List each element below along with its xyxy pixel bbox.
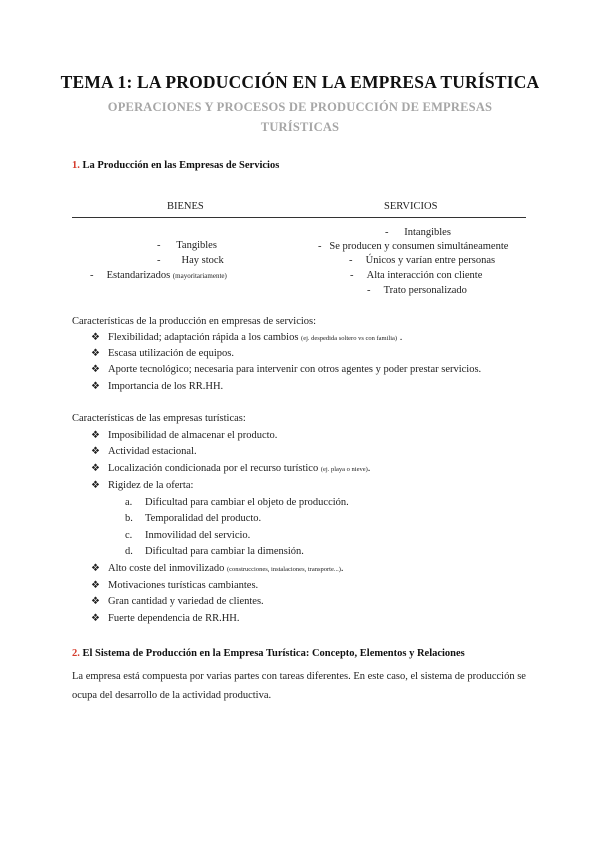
list-item: ❖ Alto coste del inmovilizado (construcciones, instalaciones, transporte...). [91, 563, 344, 574]
bienes-item: - Estandarizados (mayoritariamente) [90, 270, 227, 281]
diamond-bullet-icon: ❖ [91, 613, 100, 624]
servicios-header: SERVICIOS [384, 201, 438, 212]
diamond-bullet-icon: ❖ [91, 580, 100, 591]
table-divider [72, 217, 526, 218]
list-item: ❖ Escasa utilización de equipos. [91, 348, 234, 359]
servicios-item: - Intangibles [385, 227, 451, 238]
diamond-bullet-icon: ❖ [91, 364, 100, 375]
diamond-bullet-icon: ❖ [91, 381, 100, 392]
diamond-bullet-icon: ❖ [91, 563, 100, 574]
section-1-number: 1. [72, 160, 80, 171]
page-subtitle: OPERACIONES Y PROCESOS DE PRODUCCIÓN DE EMPRESAS TURÍSTICAS [107, 100, 493, 134]
section-2-heading [72, 648, 465, 659]
list-item: ❖ Localización condicionada por el recurso turístico (ej. playa o nieve). [91, 463, 371, 474]
section-2-title: El Sistema de Producción en la Empresa Turística: Concepto, Elementos y Relaciones [82, 648, 465, 659]
servicios-item: - Trato personalizado [367, 285, 467, 296]
sub-list-item: b. Temporalidad del producto. [125, 513, 262, 524]
section-1-heading [72, 160, 279, 171]
diamond-bullet-icon: ❖ [91, 596, 100, 607]
diamond-bullet-icon: ❖ [91, 332, 100, 343]
list-item: ❖ Aporte tecnológico; necesaria para intervenir con otros agentes y poder prestar servicios. [91, 364, 482, 375]
turisticas-intro: Características de las empresas turísticas: [72, 413, 246, 424]
servicios-item: - Alta interacción con cliente [350, 270, 483, 281]
sub-list-item: d. Dificultad para cambiar la dimensión. [125, 546, 304, 557]
section-2-number: 2. [72, 648, 80, 659]
servicios-item: - Únicos y varían entre personas [349, 255, 496, 266]
diamond-bullet-icon: ❖ [91, 430, 100, 441]
page-title: TEMA 1: LA PRODUCCIÓN EN LA EMPRESA TURÍSTICA [60, 72, 540, 92]
bienes-header: BIENES [167, 201, 204, 212]
list-item: ❖ Flexibilidad; adaptación rápida a los cambios (ej. despedida soltero vs con familia) . [91, 332, 403, 343]
section-1-title: La Producción en las Empresas de Servicios [82, 160, 280, 171]
produccion-intro: Características de la producción en empresas de servicios: [72, 316, 317, 327]
servicios-item: - Se producen y consumen simultáneamente [318, 241, 509, 252]
sub-list-item: a. Dificultad para cambiar el objeto de producción. [125, 497, 349, 508]
diamond-bullet-icon: ❖ [91, 446, 100, 457]
list-item: ❖ Actividad estacional. [91, 446, 197, 457]
list-item: ❖ Fuerte dependencia de RR.HH. [91, 613, 240, 624]
diamond-bullet-icon: ❖ [91, 348, 100, 359]
list-item: ❖ Motivaciones turísticas cambiantes. [91, 580, 259, 591]
bienes-item: - Tangibles [157, 240, 217, 251]
diamond-bullet-icon: ❖ [91, 480, 100, 491]
list-item: ❖ Rigidez de la oferta: [91, 480, 194, 491]
list-item: ❖ Gran cantidad y variedad de clientes. [91, 596, 264, 607]
diamond-bullet-icon: ❖ [91, 463, 100, 474]
section-2-body: La empresa está compuesta por varias partes con tareas diferentes. En este caso, el sistema de producción se ocupa del desarrollo de la actividad productiva. [72, 671, 526, 701]
bienes-item: - Hay stock [157, 255, 224, 266]
sub-list-item: c. Inmovilidad del servicio. [125, 530, 251, 541]
list-item: ❖ Imposibilidad de almacenar el producto. [91, 430, 278, 441]
list-item: ❖ Importancia de los RR.HH. [91, 381, 224, 392]
